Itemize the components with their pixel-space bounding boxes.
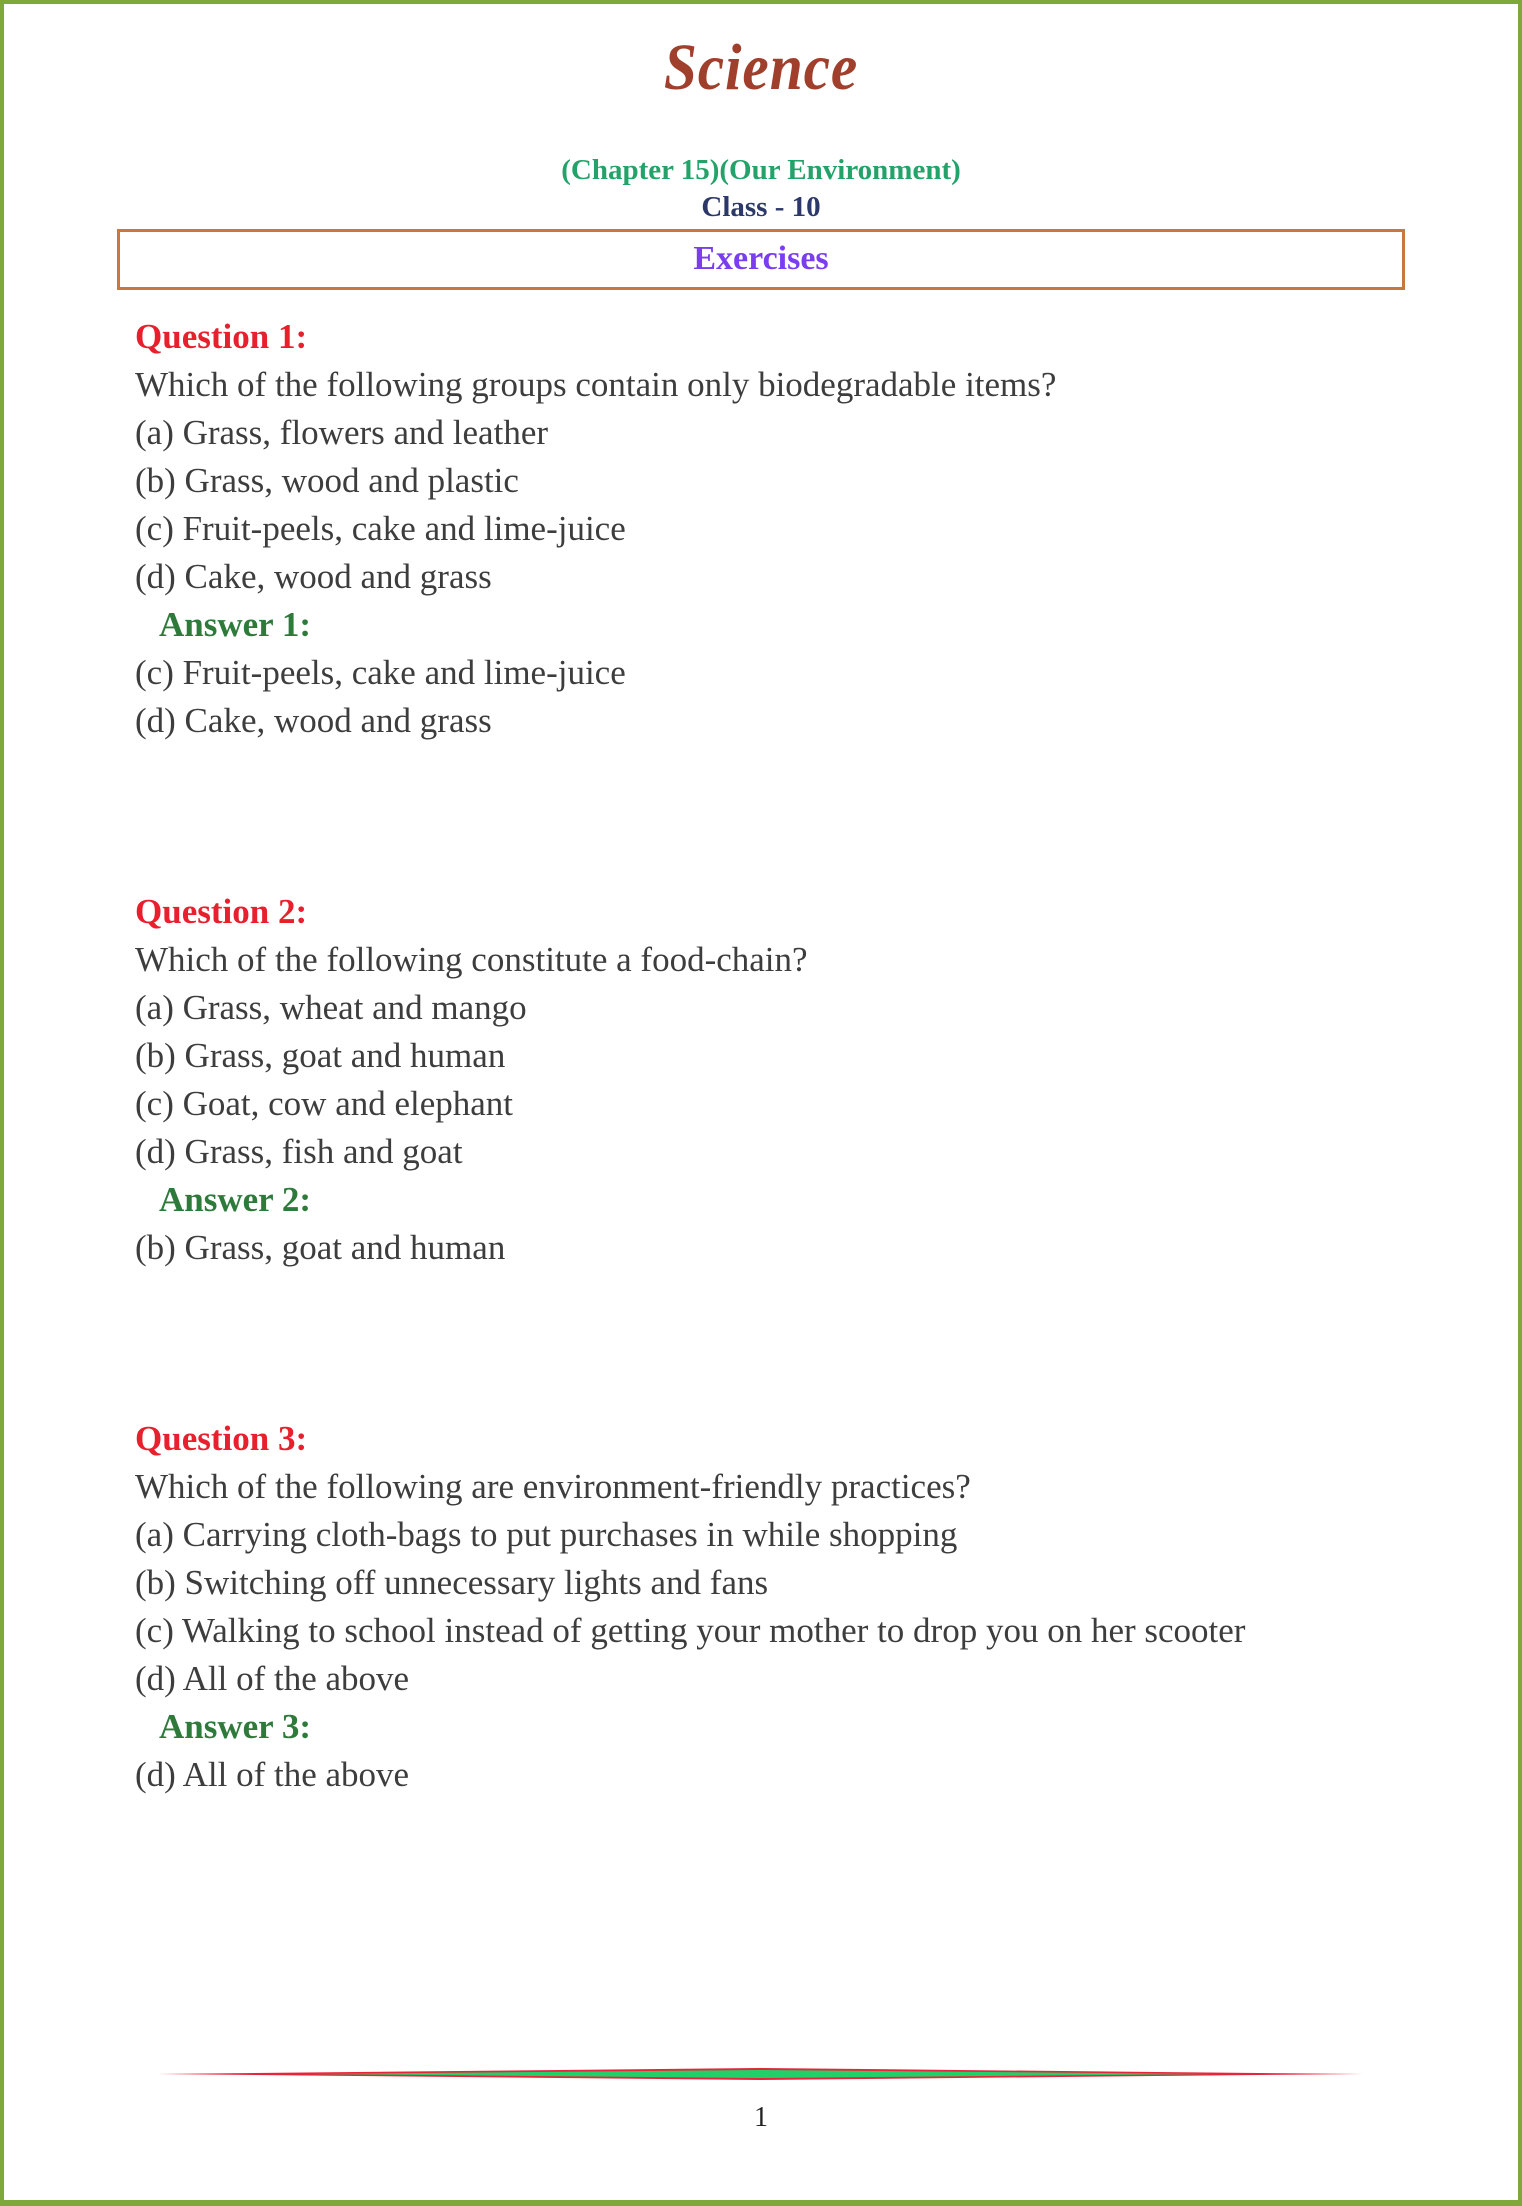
option: (a) Grass, flowers and leather [135,413,549,452]
question-label: Question 1: [135,317,308,356]
answer: (b) Grass, goat and human [135,1228,506,1267]
question-text: Which of the following groups contain only biodegradable items? [135,365,1057,404]
option: (c) Fruit-peels, cake and lime-juice [135,509,626,548]
answer-label: Answer 3: [159,1707,311,1746]
section-box [117,229,1405,290]
page-number: 1 [754,2102,768,2133]
class-label: Class - 10 [701,191,821,223]
option: (a) Carrying cloth-bags to put purchases in while shopping [135,1515,958,1554]
question-label: Question 2: [135,892,308,931]
answer: (d) All of the above [135,1755,410,1794]
question-text: Which of the following constitute a food-chain? [135,940,808,979]
question-text: Which of the following are environment-friendly practices? [135,1467,971,1506]
question-block-3 [135,1415,1245,1799]
option: (a) Grass, wheat and mango [135,988,527,1027]
option: (c) Walking to school instead of getting your mother to drop you on her scooter [135,1611,1246,1650]
option: (d) Cake, wood and grass [135,557,492,596]
page-title: Science [663,31,859,104]
footer-divider [158,2068,1363,2080]
question-block-2 [135,888,808,1272]
answer: (c) Fruit-peels, cake and lime-juice [135,653,626,692]
option: (b) Grass, goat and human [135,1036,506,1075]
option: (d) Grass, fish and goat [135,1132,463,1171]
answer-label: Answer 2: [159,1180,311,1219]
option: (c) Goat, cow and elephant [135,1084,514,1123]
option: (b) Grass, wood and plastic [135,461,519,500]
answer-label: Answer 1: [159,605,311,644]
question-block-1 [135,313,1056,745]
section-heading: Exercises [693,240,829,277]
answer: (d) Cake, wood and grass [135,701,492,740]
option: (d) All of the above [135,1659,410,1698]
option: (b) Switching off unnecessary lights and fans [135,1563,769,1602]
chapter-heading: (Chapter 15)(Our Environment) [561,154,961,186]
question-label: Question 3: [135,1419,308,1458]
